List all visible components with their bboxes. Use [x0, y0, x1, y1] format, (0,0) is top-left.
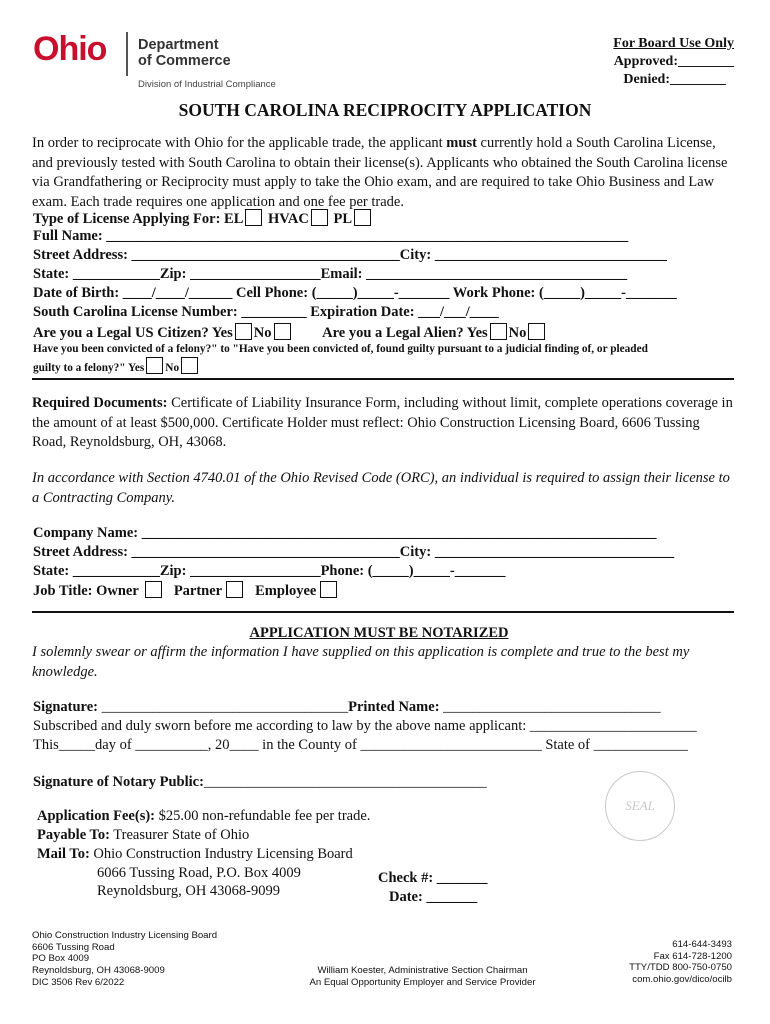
alien-yes-checkbox[interactable]: [490, 323, 507, 340]
citizen-row: [33, 323, 547, 342]
intro-must: must: [446, 135, 477, 151]
mail-row: [37, 846, 353, 863]
intro-text-2: currently hold a South Carolina License, and previously tested with South Carolina to obtain their license(s). Applicants who obtained the South Carolina license via Grandfathering or Reciprocity must apply to take the Ohio exam, and are required to take Ohio Business and Law exam. Each trade requires one application and one fee per trade.: [32, 135, 728, 210]
footer-left: [32, 930, 217, 989]
felony-no-checkbox[interactable]: [181, 357, 198, 374]
job-title-row: [33, 581, 341, 600]
felony-row: [33, 357, 200, 374]
company-street-field[interactable]: Street Address: _____________________________________City: _________________________________: [33, 544, 675, 560]
hvac-label: HVAC: [268, 211, 309, 227]
dept-line1: Department: [138, 37, 219, 53]
notary-row: [33, 774, 487, 791]
footer-left-line: DIC 3506 Rev 6/2022: [32, 976, 125, 988]
divider-2: [32, 611, 734, 613]
footer-center-line: An Equal Opportunity Employer and Service Provider: [309, 976, 536, 988]
divider-1: [32, 378, 734, 380]
mail-label: Mail To:: [37, 846, 90, 862]
street-address-field[interactable]: Street Address: _____________________________________City: ________________________________: [33, 247, 667, 263]
employee-label: Employee: [255, 583, 317, 599]
employee-checkbox[interactable]: [320, 581, 337, 598]
intro-text-1: In order to reciprocate with Ohio for the applicable trade, the applicant: [32, 135, 447, 151]
this-day-line[interactable]: This_____day of __________, 20____ in the County of _________________________ State of _____________: [33, 737, 688, 753]
dept-line2: of Commerce: [138, 53, 231, 69]
printed-name-field[interactable]: ______________________________: [439, 699, 661, 715]
footer-right: [629, 939, 732, 986]
license-type-label: Type of License Applying For: EL: [33, 211, 244, 227]
citizen-no-checkbox[interactable]: [274, 323, 291, 340]
intro-paragraph: [32, 134, 737, 212]
footer-left-line: PO Box 4009: [32, 953, 90, 965]
company-state-field[interactable]: State: ____________Zip: __________________Phone: (_____)_____-_______: [33, 563, 506, 579]
footer-left-line: Ohio Construction Industry Licensing Board: [32, 930, 218, 941]
mail-address-2: Reynoldsburg, OH 43068-9099: [97, 883, 280, 899]
mail-address-1: 6066 Tussing Road, P.O. Box 4009: [97, 865, 301, 881]
printed-name-label: Printed Name:: [348, 699, 440, 715]
license-type-row: [33, 209, 373, 228]
company-name-field[interactable]: Company Name: _______________________________________________________________________: [33, 525, 657, 541]
ohio-logo: [33, 30, 106, 69]
alien-no-checkbox[interactable]: [528, 323, 545, 340]
hvac-checkbox[interactable]: [311, 209, 328, 226]
footer-left-line: Reynoldsburg, OH 43068-9009: [32, 965, 165, 977]
dob-phone-field[interactable]: Date of Birth: ____/____/______ Cell Phone: (_____)_____-_______ Work Phone: (_____)_____-_______: [33, 285, 677, 301]
check-number-field[interactable]: Check #: _______: [378, 870, 488, 886]
alien-label: Are you a Legal Alien? Yes: [322, 325, 488, 341]
mail-text: Ohio Construction Industry Licensing Board: [89, 846, 353, 862]
partner-checkbox[interactable]: [226, 581, 243, 598]
felony-no-label: No: [165, 362, 180, 374]
notary-label: Signature of Notary Public:: [33, 774, 204, 790]
notarized-heading: APPLICATION MUST BE NOTARIZED: [249, 625, 509, 641]
footer-tty: TTY/TDD 800-750-0750: [629, 962, 732, 974]
citizen-label: Are you a Legal US Citizen? Yes: [33, 325, 233, 341]
required-documents: [32, 394, 737, 453]
full-name-field[interactable]: Full Name: ________________________________________________________________________: [33, 228, 629, 244]
payable-text: Treasurer State of Ohio: [109, 827, 250, 843]
citizen-no-label: No: [253, 325, 272, 341]
felony-question-line2: guilty to a felony?" Yes: [33, 362, 145, 374]
citizen-yes-checkbox[interactable]: [235, 323, 252, 340]
notary-seal: [605, 771, 675, 841]
date-field[interactable]: Date: _______: [389, 889, 478, 905]
board-use-title: For Board Use Only: [613, 36, 734, 51]
seal-label: SEAL: [625, 798, 655, 813]
footer-center-line: William Koester, Administrative Section Chairman: [317, 965, 528, 976]
sc-license-field[interactable]: South Carolina License Number: _________ Expiration Date: ___/___/____: [33, 304, 499, 320]
subscribed-line[interactable]: Subscribed and duly sworn before me according to law by the above name applicant: _______________________: [33, 718, 697, 734]
owner-label: Job Title: Owner: [33, 583, 139, 599]
pl-checkbox[interactable]: [354, 209, 371, 226]
payable-label: Payable To:: [37, 827, 110, 843]
board-approved: Approved:________: [613, 54, 734, 69]
orc-note: In accordance with Section 4740.01 of the Ohio Revised Code (ORC), an individual is required to assign their license to a Contracting Company.: [32, 470, 730, 506]
felony-yes-checkbox[interactable]: [146, 357, 163, 374]
required-docs-text: Certificate of Liability Insurance Form, including without limit, complete operations coverage in the amount of at least $500,000. Certificate Holder must reflect: Ohio Construction Licensing Board, 6606 Tussing Road, Reynoldsburg, OH, 43068.: [32, 395, 733, 450]
signature-label: Signature:: [33, 699, 98, 715]
signature-row: [33, 699, 661, 716]
oath-text: I solemnly swear or affirm the information I have supplied on this application is complete and true to the best my knowledge.: [32, 644, 690, 680]
partner-label: Partner: [173, 583, 223, 599]
payable-row: [37, 827, 249, 844]
page-title: SOUTH CAROLINA RECIPROCITY APPLICATION: [178, 100, 592, 120]
fee-label: Application Fee(s):: [37, 808, 155, 824]
footer-center: [290, 965, 555, 988]
owner-checkbox[interactable]: [145, 581, 162, 598]
board-denied: Denied:________: [623, 72, 726, 87]
el-checkbox[interactable]: [245, 209, 262, 226]
alien-no-label: No: [508, 325, 527, 341]
fee-text: $25.00 non-refundable fee per trade.: [155, 808, 371, 824]
state-zip-email-field[interactable]: State: ____________Zip: __________________Email: ____________________________________: [33, 266, 628, 282]
division-name: Division of Industrial Compliance: [138, 79, 276, 90]
felony-question-line1: Have you been convicted of a felony?" to "Have you been convicted of, found guilty pursuant to a judicial finding of, or pleaded: [33, 343, 648, 355]
required-docs-label: Required Documents:: [32, 395, 168, 411]
footer-left-line: 6606 Tussing Road: [32, 941, 115, 953]
ohio-logo-text: Ohio: [33, 30, 107, 68]
footer-fax: Fax 614-728-1200: [653, 950, 732, 962]
fee-row: [37, 808, 370, 825]
footer-website: com.ohio.gov/dico/ocilb: [632, 974, 732, 986]
footer-phone: 614-644-3493: [672, 939, 732, 950]
signature-field[interactable]: __________________________________: [98, 699, 349, 715]
pl-label: PL: [333, 211, 353, 227]
notary-signature-field[interactable]: _______________________________________: [203, 774, 487, 790]
logo-divider: [126, 32, 128, 76]
